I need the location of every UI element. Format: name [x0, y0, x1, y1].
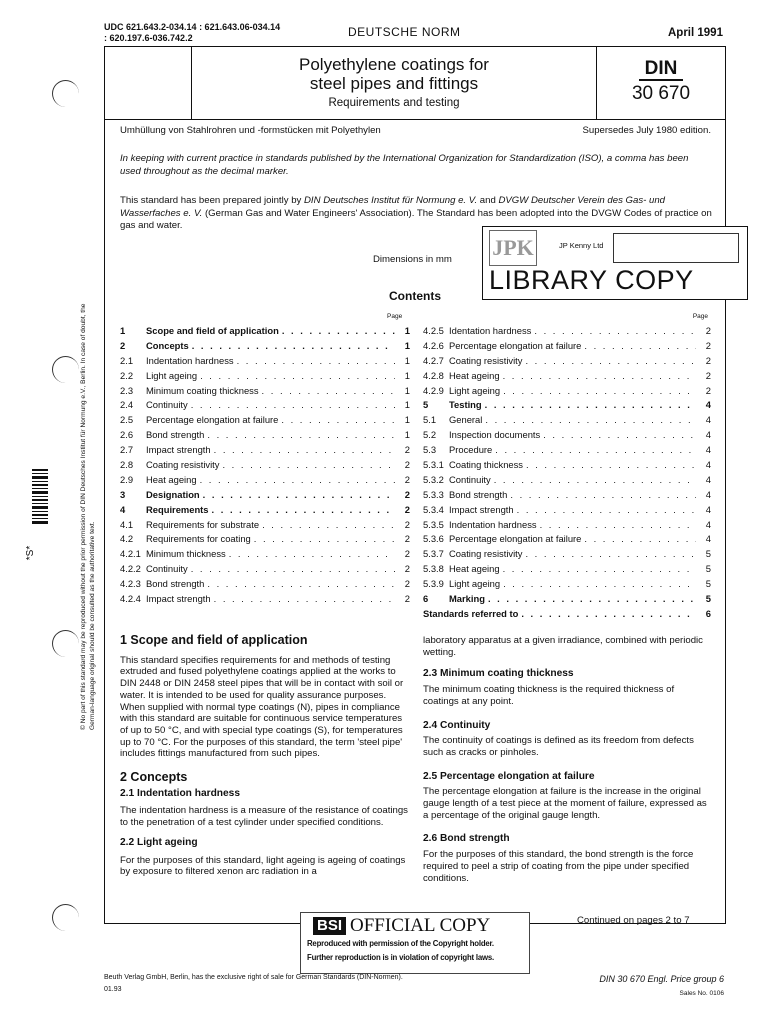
contents-entry-page: 2	[404, 578, 410, 590]
contents-entry-label: Continuity	[146, 399, 188, 411]
contents-entry-number: 5.3.8	[423, 563, 444, 575]
contents-leader-dots	[525, 547, 696, 562]
contents-entry-label: Coating resistivity	[449, 354, 523, 366]
contents-leader-dots	[503, 577, 696, 592]
contents-entry	[423, 458, 711, 473]
bsi-official-text: OFFICIAL COPY	[350, 915, 491, 936]
contents-entry-page: 2	[404, 444, 410, 456]
contents-entry-number: 4.1	[120, 518, 134, 530]
contents-leader-dots	[207, 577, 395, 592]
contents-entry	[120, 577, 410, 592]
contents-entry-page: 1	[404, 414, 410, 426]
contents-entry-page: 4	[705, 429, 711, 441]
contents-entry-label: Minimum coating thickness	[146, 384, 259, 396]
contents-entry-page: 2	[705, 325, 711, 336]
contents-entry-page: 4	[705, 414, 711, 426]
contents-entry-page: 4	[705, 503, 711, 515]
stamp-blank-box	[613, 233, 739, 263]
contents-entry	[423, 488, 711, 503]
contents-leader-dots	[222, 458, 395, 473]
contents-entry	[423, 324, 711, 339]
contents-leader-dots	[503, 384, 696, 399]
binder-hole	[52, 630, 79, 657]
contents-entry	[423, 354, 711, 369]
contents-entry	[423, 577, 711, 592]
udc-line-2: : 620.197.6-036.742.2	[104, 33, 193, 43]
contents-leader-dots	[262, 518, 395, 533]
contents-entry-number: 5.1	[423, 414, 437, 426]
sidebar-copyright: © No part of this standard may be reproduced without the prior permission of DIN Deutsches Institut für Normung e.V., Berlin. In case of doubt, the German-language original should be consulted as the authoritative text.	[80, 303, 96, 730]
contents-entry	[423, 503, 711, 518]
title-line-1: Polyethylene coatings for	[299, 55, 489, 74]
contents-entry	[120, 443, 410, 458]
contents-entry-page: 5	[705, 548, 711, 560]
contents-page-label-left: Page	[387, 313, 403, 320]
contents-entry-page: 4	[705, 518, 711, 530]
contents-entry-number: 2.2	[120, 369, 134, 381]
section-2-3-text: The minimum coating thickness is the required thickness of coatings at any point.	[423, 684, 675, 707]
contents-entry-page: 1	[404, 325, 410, 336]
section-2-6-heading: 2.6 Bond strength	[423, 833, 510, 845]
contents-entry	[120, 413, 410, 428]
contents-entry-number: 2.7	[120, 444, 134, 456]
section-2-2-text: For the purposes of this standard, light ageing is ageing of coatings by exposure to filtered xenon arc radiation in a	[120, 854, 406, 878]
contents-entry-label: Designation	[146, 488, 200, 500]
section-2-5-text: The percentage elongation at failure is the increase in the original gauge length of a test piece at the moment of failure, expressed as a percentage of the original gauge length.	[423, 786, 707, 821]
contents-entry-number: 2.6	[120, 429, 134, 441]
bsi-line-1: Reproduced with permission of the Copyright holder.	[307, 939, 494, 948]
contents-leader-dots	[200, 369, 395, 384]
contents-entry-number: 4.2.7	[423, 354, 444, 366]
contents-entry-label: Continuity	[449, 473, 491, 485]
contents-leader-dots	[525, 354, 696, 369]
contents-entry	[423, 607, 711, 622]
contents-entry-page: 2	[404, 563, 410, 575]
sidebar-copyright-area	[80, 280, 106, 740]
prepared-dvgw: DVGW Deutscher Verein des Gas- und Wasserfaches e. V.	[120, 195, 665, 219]
contents-entry-number: 5.3.9	[423, 578, 444, 590]
contents-leader-dots	[214, 443, 395, 458]
contents-entry-page: 4	[705, 473, 711, 485]
section-2-4-text: The continuity of coatings is defined as its freedom from defects such as cracks or pinholes.	[423, 735, 694, 758]
section-2-4-heading: 2.4 Continuity	[423, 719, 491, 731]
contents-entry	[423, 518, 711, 533]
contents-entry-page: 2	[404, 473, 410, 485]
contents-entry-label: Percentage elongation at failure	[449, 339, 582, 351]
contents-entry-number: 2.4	[120, 399, 134, 411]
contents-entry-number: 4.2.5	[423, 325, 444, 336]
contents-entry-number: 4.2.9	[423, 384, 444, 396]
contents-leader-dots	[517, 503, 696, 518]
contents-leader-dots	[526, 458, 696, 473]
contents-entry	[120, 518, 410, 533]
contents-entry	[423, 384, 711, 399]
document-title	[193, 55, 595, 93]
stamp-company: JP Kenny Ltd	[559, 241, 604, 250]
bsi-official-stamp	[300, 912, 530, 974]
contents-entry-page: 6	[705, 607, 711, 619]
contents-entry-number: 5.2	[423, 429, 437, 441]
din-number: 30 670	[631, 83, 691, 104]
contents-entry-label: Coating resistivity	[146, 459, 220, 471]
contents-entry-number: 4.2	[120, 533, 134, 545]
contents-entry-number: 5.3.7	[423, 548, 444, 560]
contents-entry-page: 4	[705, 488, 711, 500]
contents-entry-number: 5.3.1	[423, 459, 444, 471]
contents-entry-number: 2.8	[120, 459, 134, 471]
contents-entry-page: 2	[404, 548, 410, 560]
contents-leader-dots	[281, 413, 395, 428]
contents-leader-dots	[534, 324, 696, 339]
contents-entry-label: Minimum thickness	[146, 548, 226, 560]
contents-entry-label: Standards referred to	[423, 607, 519, 619]
contents-entry	[120, 398, 410, 413]
contents-entry	[423, 443, 711, 458]
contents-entry-number: 4.2.2	[120, 563, 141, 575]
contents-entry	[423, 398, 711, 413]
contents-entry	[120, 458, 410, 473]
contents-entry-number: 2.5	[120, 414, 134, 426]
footer-code: 01.93	[104, 986, 122, 993]
contents-entry	[423, 562, 711, 577]
din-number-cell	[596, 47, 725, 119]
prepared-din: DIN Deutsches Institut für Normung e. V.	[304, 195, 478, 206]
contents-entry-number: 5.3.5	[423, 518, 444, 530]
barcode-label: *S*	[25, 545, 36, 561]
contents-entry	[120, 324, 410, 339]
contents-entry-page: 2	[404, 533, 410, 545]
section-1-heading: 1 Scope and field of application	[120, 633, 308, 647]
contents-leader-dots	[262, 384, 395, 399]
bsi-header	[313, 915, 490, 937]
title-box	[105, 47, 725, 120]
footer-sales-number: Sales No. 0106	[679, 990, 724, 997]
contents-leader-dots	[200, 473, 395, 488]
dimensions-note: Dimensions in mm	[373, 254, 452, 265]
contents-entry-label: Procedure	[449, 444, 493, 456]
section-2-heading: 2 Concepts	[120, 770, 188, 785]
contents-entry-number: 5.3	[423, 444, 437, 456]
contents-leader-dots	[192, 339, 395, 354]
library-copy-stamp	[482, 226, 748, 300]
contents-leader-dots	[510, 488, 696, 503]
contents-entry-label: Coating resistivity	[449, 548, 523, 560]
contents-entry-page: 2	[404, 488, 410, 500]
contents-leader-dots	[254, 532, 395, 547]
contents-entry-label: General	[449, 414, 483, 426]
contents-entry-label: Indentation hardness	[146, 354, 234, 366]
contents-page-label-right: Page	[692, 313, 708, 320]
continued-note: Continued on pages 2 to 7	[577, 915, 690, 926]
contents-entry-number: 4	[120, 503, 126, 515]
contents-entry-label: Percentage elongation at failure	[449, 533, 582, 545]
contents-entry-label: Requirements for substrate	[146, 518, 260, 530]
issue-date: April 1991	[668, 27, 723, 39]
contents-leader-dots	[237, 354, 395, 369]
contents-entry	[120, 354, 410, 369]
contents-entry-label: Bond strength	[146, 429, 205, 441]
contents-entry-page: 4	[705, 459, 711, 471]
body-left-column	[120, 635, 409, 884]
contents-entry-page: 5	[705, 578, 711, 590]
contents-entry	[120, 488, 410, 503]
contents-entry	[423, 547, 711, 562]
contents-entry-label: Identation hardness	[449, 325, 532, 336]
contents-entry-label: Impact strength	[146, 593, 211, 605]
contents-entry	[120, 592, 410, 607]
section-2-5-heading: 2.5 Percentage elongation at failure	[423, 770, 595, 782]
contents-entry-page: 4	[705, 444, 711, 456]
contents-leader-dots	[191, 398, 395, 413]
contents-entry-label: Requirements	[146, 503, 209, 515]
prepared-and: and	[477, 195, 499, 206]
contents-entry-number: 4.2.3	[120, 578, 141, 590]
prepared-text-2: (German Gas and Water Engineers' Association). The Standard has been adopted into the DVGW Codes of practice on gas and water.	[120, 207, 712, 232]
contents-entry-label: Indentation hardness	[449, 518, 537, 530]
contents-entry-page: 1	[404, 399, 410, 411]
contents-entry-label: Percentage elongation at failure	[146, 414, 279, 426]
contents-entry-label: Marking	[449, 593, 485, 605]
contents-entry	[423, 339, 711, 354]
contents-entry-number: 4.2.6	[423, 339, 444, 351]
section-2-3-heading: 2.3 Minimum coating thickness	[423, 668, 574, 680]
contents-entry-number: 6	[423, 593, 429, 605]
section-2-1-heading: 2.1 Indentation hardness	[120, 787, 241, 799]
contents-entry-page: 4	[705, 399, 711, 411]
barcode	[32, 468, 48, 526]
contents-entry-number: 3	[120, 488, 126, 500]
contents-leader-dots	[488, 592, 696, 607]
contents-entry-label: Light ageing	[146, 369, 198, 381]
library-copy-text: LIBRARY COPY	[489, 265, 694, 295]
norm-label: DEUTSCHE NORM	[348, 25, 461, 39]
title-box-left-cell	[105, 47, 192, 119]
contents-entry-label: Light ageing	[449, 384, 501, 396]
prepared-text-1: This standard has been prepared jointly by	[120, 195, 304, 206]
contents-entry-number: 4.2.4	[120, 593, 141, 605]
contents-leader-dots	[584, 532, 696, 547]
contents-leader-dots	[229, 547, 395, 562]
contents-entry-label: Bond strength	[146, 578, 205, 590]
udc-line-1: UDC 621.643.2-034.14 : 621.643.06-034.14	[104, 22, 281, 32]
contents-entry-page: 1	[404, 429, 410, 441]
contents-entry-page: 1	[404, 369, 410, 381]
contents-entry	[423, 413, 711, 428]
contents-entry-number: 2.9	[120, 473, 134, 485]
contents-entry-number: 5.3.2	[423, 473, 444, 485]
contents-entry	[120, 339, 410, 354]
contents-leader-dots	[503, 562, 696, 577]
contents-entry	[120, 369, 410, 384]
contents-entry	[120, 547, 410, 562]
din-logo: DIN	[639, 59, 683, 81]
contents-entry	[120, 503, 410, 518]
contents-leader-dots	[495, 443, 696, 458]
contents-entry-page: 2	[705, 384, 711, 396]
contents-entry-page: 4	[705, 533, 711, 545]
contents-entry-number: 5.3.6	[423, 533, 444, 545]
contents-leader-dots	[584, 339, 696, 354]
section-1-text: This standard specifies requirements for and methods of testing extruded and fused polyethylene coatings applied at the works to DIN 2448 or DIN 2458 steel pipes that will be in contact with soil or water. It is intended to be used for quality assurance purposes. When supplied with normal type coatings (N), pipes in compliance with this standard are suitable for continuous service temperatures of up to 50 °C, and with special type coatings (S), for temperatures up to 70 °C. For the purposes of this standard, the term 'steel pipe' includes fittings manufactured from such pipes.	[120, 654, 404, 760]
jpk-logo: JPK	[489, 230, 537, 266]
contents-entry-number: 5.3.4	[423, 503, 444, 515]
document-frame	[104, 46, 726, 924]
binder-hole	[52, 80, 79, 107]
contents-entry-page: 2	[705, 339, 711, 351]
contents-leader-dots	[485, 398, 696, 413]
contents-entry-label: Scope and field of application	[146, 325, 279, 336]
contents-entry-page: 2	[404, 593, 410, 605]
bsi-logo: BSI	[313, 917, 346, 935]
contents-leader-dots	[282, 324, 395, 339]
contents-entry-label: Requirements for coating	[146, 533, 251, 545]
binder-hole	[52, 904, 79, 931]
contents-entry-label: Bond strength	[449, 488, 508, 500]
body-right-column	[423, 635, 712, 890]
contents-entry-label: Heat ageing	[146, 473, 197, 485]
contents-leader-dots	[207, 428, 395, 443]
section-2-2-continued: laboratory apparatus at a given irradiance, combined with periodic wetting.	[423, 635, 703, 658]
contents-entry	[423, 473, 711, 488]
contents-leader-dots	[214, 592, 395, 607]
contents-leader-dots	[203, 488, 395, 503]
contents-heading: Contents	[389, 289, 441, 303]
contents-entry-page: 2	[404, 503, 410, 515]
contents-entry	[120, 562, 410, 577]
section-2-6-text: For the purposes of this standard, the bond strength is the force required to peel a strip of coating from the pipe under specified conditions.	[423, 849, 694, 884]
iso-note: In keeping with current practice in standards published by the International Organization for Standardization (ISO), a comma has been used throughout as the decimal marker.	[120, 153, 689, 177]
contents-entry-label: Light ageing	[449, 578, 501, 590]
contents-entry-number: 2.3	[120, 384, 134, 396]
contents-leader-dots	[543, 428, 696, 443]
contents-leader-dots	[485, 413, 696, 428]
supersedes-note: Supersedes July 1980 edition.	[582, 125, 711, 136]
contents-entry	[423, 369, 711, 384]
udc-codes	[104, 22, 280, 44]
contents-entry-label: Testing	[449, 399, 482, 411]
bsi-line-2: Further reproduction is in violation of copyright laws.	[307, 953, 494, 962]
title-line-2: steel pipes and fittings	[309, 74, 479, 93]
contents-entry-page: 1	[404, 354, 410, 366]
contents-entry-number: 5	[423, 399, 429, 411]
contents-leader-dots	[212, 503, 395, 518]
contents-leader-dots	[521, 607, 696, 622]
contents-leader-dots	[494, 473, 696, 488]
contents-entry-label: Impact strength	[449, 503, 514, 515]
contents-leader-dots	[540, 518, 696, 533]
contents-entry-label: Impact strength	[146, 444, 211, 456]
contents-entry-page: 5	[705, 593, 711, 605]
contents-entry-label: Heat ageing	[449, 563, 500, 575]
contents-entry-page: 2	[404, 518, 410, 530]
contents-entry-page: 2	[705, 354, 711, 366]
contents-entry-number: 5.3.3	[423, 488, 444, 500]
contents-entry-page: 1	[404, 339, 410, 351]
contents-entry	[423, 592, 711, 607]
contents-entry-number: 2	[120, 339, 126, 351]
contents-left-column	[120, 324, 410, 607]
contents-entry	[423, 428, 711, 443]
section-2-2-heading: 2.2 Light ageing	[120, 836, 198, 848]
contents-entry-number: 4.2.1	[120, 548, 141, 560]
contents-entry-label: Inspection documents	[449, 429, 541, 441]
contents-entry-page: 2	[404, 459, 410, 471]
contents-entry-page: 1	[404, 384, 410, 396]
footer-publisher: Beuth Verlag GmbH, Berlin, has the exclusive right of sale for German Standards (DIN-Normen).	[104, 974, 403, 981]
section-2-1-text: The indentation hardness is a measure of the resistance of coatings to the penetration of a test cylinder under specified conditions.	[120, 805, 408, 829]
contents-entry	[423, 532, 711, 547]
contents-right-column	[423, 324, 711, 622]
contents-entry-label: Concepts	[146, 339, 189, 351]
contents-entry	[120, 428, 410, 443]
contents-entry	[120, 532, 410, 547]
contents-leader-dots	[191, 562, 395, 577]
contents-entry-label: Heat ageing	[449, 369, 500, 381]
contents-entry	[120, 473, 410, 488]
german-title: Umhüllung von Stahlrohren und -formstücken mit Polyethylen	[120, 125, 381, 136]
contents-entry-label: Coating thickness	[449, 459, 523, 471]
contents-entry	[120, 384, 410, 399]
contents-leader-dots	[503, 369, 696, 384]
contents-entry-label: Continuity	[146, 563, 188, 575]
contents-entry-number: 1	[120, 325, 126, 336]
contents-entry-number: 4.2.8	[423, 369, 444, 381]
document-subtitle: Requirements and testing	[328, 97, 460, 109]
binder-hole	[52, 356, 79, 383]
contents-entry-number: 2.1	[120, 354, 134, 366]
footer-din-price: DIN 30 670 Engl. Price group 6	[599, 974, 724, 984]
contents-entry-page: 5	[705, 563, 711, 575]
contents-entry-page: 2	[705, 369, 711, 381]
